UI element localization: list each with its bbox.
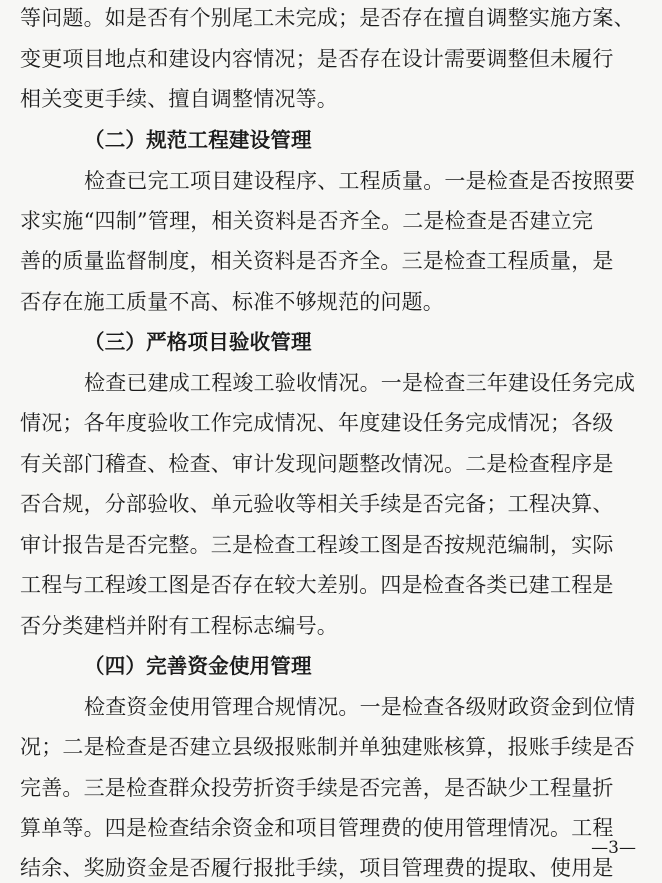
body-line: 求实施“四制”管理，相关资料是否齐全。二是检查是否建立完 — [20, 209, 594, 233]
body-line: 相关变更手续、擅自调整情况等。 — [20, 87, 338, 111]
body-line: 否存在施工质量不高、标准不够规范的问题。 — [20, 290, 444, 314]
body-line: 审计报告是否完整。三是检查工程竣工图是否按规范编制，实际 — [20, 533, 614, 557]
body-line: 结余、奖励资金是否履行报批手续，项目管理费的提取、使用是 — [20, 856, 614, 880]
section-heading-3: （三）严格项目验收管理 — [84, 330, 312, 354]
body-line: 有关部门稽查、检查、审计发现问题整改情况。二是检查程序是 — [20, 452, 614, 476]
body-line: 等问题。如是否有个别尾工未完成；是否存在擅自调整实施方案、 — [20, 6, 635, 30]
body-line: 工程与工程竣工图是否存在较大差别。四是检查各类已建工程是 — [20, 573, 614, 597]
body-line: 善的质量监督制度，相关资料是否齐全。三是检查工程质量，是 — [20, 249, 614, 273]
body-line: 检查已建成工程竣工验收情况。一是检查三年建设任务完成 — [84, 371, 636, 395]
section-heading-4: （四）完善资金使用管理 — [84, 654, 312, 678]
body-line: 完善。三是检查群众投劳折资手续是否完善，是否缺少工程量折 — [20, 776, 614, 800]
body-line: 情况；各年度验收工作完成情况、年度建设任务完成情况；各级 — [20, 411, 614, 435]
body-line: 否合规，分部验收、单元验收等相关手续是否完备；工程决算、 — [20, 492, 614, 516]
body-line: 算单等。四是检查结余资金和项目管理费的使用管理情况。工程 — [20, 816, 614, 840]
body-line: 检查资金使用管理合规情况。一是检查各级财政资金到位情 — [84, 695, 636, 719]
body-line: 否分类建档并附有工程标志编号。 — [20, 614, 338, 638]
body-line: 检查已完工项目建设程序、工程质量。一是检查是否按照要 — [84, 169, 636, 193]
body-line: 况；二是检查是否建立县级报账制并单独建账核算，报账手续是否 — [20, 735, 635, 759]
section-heading-2: （二）规范工程建设管理 — [84, 128, 312, 152]
body-line: 变更项目地点和建设内容情况；是否存在设计需要调整但未履行 — [20, 47, 614, 71]
page-number: —3— — [591, 838, 636, 858]
